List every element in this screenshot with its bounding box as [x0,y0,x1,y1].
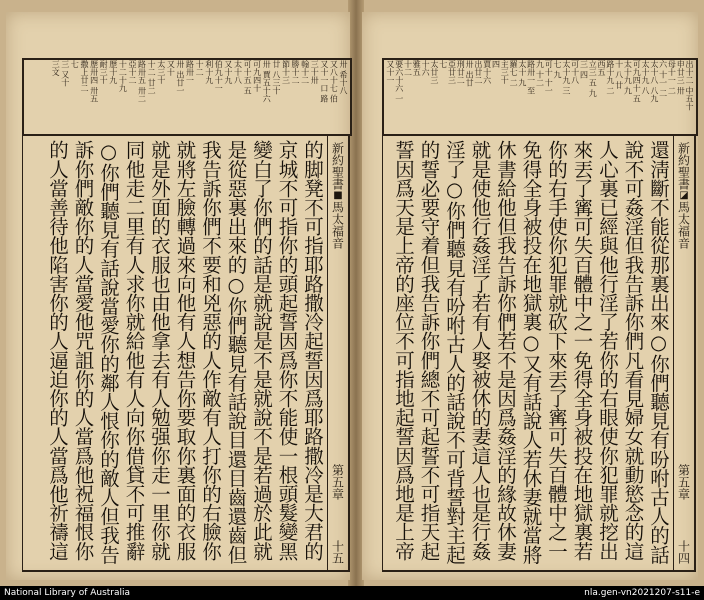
reference-entry: 卅 出廿一 [175,60,185,95]
reference-entry: 可九四十 [252,60,262,92]
section-mark-icon: ■ [332,190,344,201]
reference-entry: 又十一口 路 [319,60,329,103]
right-book-name: 馬太福音 [676,201,691,249]
reference-entry: 九 十二 [535,60,545,87]
reference-entry: 主三十 [500,60,510,84]
reference-entry: 又八十七 伯 [329,60,339,103]
right-main-text [383,136,673,570]
reference-entry: 母十一 二 [667,60,677,95]
reference-entry: 亞廿三 [447,60,457,84]
reference-entry: 可十八 [570,60,580,84]
text-column: 京城不可指你的頭起誓因爲你不能使一根頭髮變黑 [275,140,299,561]
right-running-title: 新約聖書 [676,142,691,190]
reference-entry: 太十九 八 [641,60,651,95]
right-page [362,12,698,580]
reference-entry: 卅 出廿 [465,60,475,87]
text-column: 休書給他但我告訴你們若不是因爲姦淫的緣故休妻 [494,140,517,561]
reference-entry: 十二 [195,60,205,76]
text-column: 同他走二里有人求你就給他有人向你借貸不可推辭 [122,140,146,561]
reference-entry: 刑廿二 [456,60,466,84]
text-column: 的人當善待他陷害你的人逼迫你的人當爲他祈禱這 [46,140,69,561]
reference-entry: 可九四十 五 [632,60,642,103]
reference-entry: 三十卅 [310,60,320,84]
reference-entry: 路卅一 [185,60,195,84]
reference-entry: 出廿二 [474,60,483,84]
text-column: 來丟了寗可失百體中之一免得全身被投在地獄裏若 [570,140,594,561]
reference-entry: 雅五 [412,60,422,76]
text-column: 的脚凳不可指耶路撒冷起誓因爲耶路撒冷是大君的 [301,140,324,561]
text-column: 說不可姦淫但我告訴你們凡看見婦女就動慾念的這 [621,140,645,561]
reference-entry: 四 [491,60,501,68]
footer-bar [0,586,704,600]
reference-entry: 立三 五 九 [588,60,598,98]
reference-entry: 又十九 [223,60,233,84]
reference-entry: 太十八 八九 [650,60,659,103]
right-reference-list [384,60,696,134]
text-column: 的誓必要守着但我告訴你們總不可起誓不可指天起 [417,140,441,561]
text-column: 淫了○你們聽見有吩咐古人的話說不可背誓對主起 [443,140,466,564]
reference-entry: 卅 賈五十六 [262,60,272,103]
right-text-frame [382,134,696,572]
text-column: 我告訴你們不要和兇惡的人作敵有人打你的右臉你 [199,140,222,561]
reference-entry: 三文 [51,60,61,76]
reference-entry: 太十九 三 [562,60,571,95]
footer-identifier: nla.gen-vn2021207-s11-e [584,588,700,598]
reference-entry: 路卅一 至 [526,60,536,95]
reference-entry: 節十三 [281,60,291,84]
footer-source: National Library of Australia [4,588,131,598]
reference-entry: 羅七 二 [509,60,519,87]
reference-entry: 又十一 [386,60,395,84]
left-chapter: 第五章 [330,464,345,500]
text-column: 免得全身被投在地獄裏○又有話說人若休妻就當將 [519,140,543,564]
reference-entry: 太十九 九 [623,60,633,95]
right-page-margin-label [673,136,695,570]
reference-entry: 十 八 廿 [614,60,624,90]
left-reference-box [22,58,352,136]
reference-entry: 十二十九 [118,60,128,92]
reference-entry: 七 九 [553,60,563,79]
reference-entry: 伯九十一 [214,60,224,92]
left-book-name: 馬太福音 [330,201,345,249]
reference-entry: 太廿三 [430,60,439,84]
reference-entry: 要六十六 一 [394,60,404,103]
reference-entry: 七 [438,60,448,68]
text-column: 變白了你們的話是就說是不是就說不是若過於此就 [250,140,273,561]
text-column: 訴你們敵你的人當愛他咒詛你的人當爲他祝福恨你 [71,140,95,561]
reference-entry: 耐三十 [99,60,109,84]
reference-entry: 撒上廿二 [79,60,89,92]
text-column: 是從惡裏出來的○你們聽見有話說目還目齒還齒但 [224,140,248,564]
right-page-number: 十四 [676,540,691,564]
reference-entry: 勝十二 [291,60,301,84]
reference-entry: 太十八 [233,60,243,84]
reference-entry: 翰十二 [300,60,310,84]
reference-entry: 路十九 二 [606,60,615,95]
reference-entry: 太十 九 [518,60,527,87]
reference-entry: 十二 [403,60,413,76]
reference-entry: 十六 [421,60,431,76]
left-reference-list [24,60,350,134]
left-page [6,12,350,580]
reference-entry: 賈十六 [482,60,492,84]
reference-entry: 路卅五 卅二 [137,60,147,103]
reference-entry: 太三十 [156,60,166,84]
text-column: 你的右手使你犯罪就砍下來丟了寗可失百體中之一 [545,140,568,561]
reference-entry: 六 十一 二 [658,60,668,98]
left-page-number: 十五 [330,540,345,564]
reference-entry: 申廿三 卅 [676,60,686,95]
reference-entry: 十二 廿二 [147,60,157,95]
reference-entry: 又十 [166,60,176,76]
reference-entry: 卅 希十八 [339,60,348,95]
text-column: 就是外面的衣服也由他拿去有人勉强你走一里你就 [148,140,171,561]
reference-entry: 出十二 中五十 [685,60,694,111]
reference-entry: 廿 八三十 [271,60,281,95]
reference-entry: 歷卅四 卅五 [89,60,99,103]
reference-entry: 可十 十一 [544,60,554,95]
reference-entry: 三 又十 [60,60,70,87]
reference-entry: 三 四 [579,60,589,79]
right-reference-box [382,58,698,136]
text-column: 誓因爲天是上帝的座位不可指地起誓因爲地是上帝 [392,140,415,561]
left-main-text [23,136,327,570]
text-column: 還淸斷不能從那裏出來○你們聽見有吩咐古人的話 [647,140,670,564]
section-mark-icon: ◪ [678,190,690,201]
text-column: 就將左臉轉過來向他有人想告你要取你裏面的衣服 [173,140,197,561]
left-running-title: 新約聖書 [330,142,345,190]
left-page-margin-label [327,136,349,570]
reference-entry: 歷十九 [108,60,118,84]
reference-entry: 可十五 五 [243,60,253,95]
reference-entry: 利十九 [204,60,214,84]
right-chapter: 第五章 [676,464,691,500]
text-column: ○你們聽見有話說當愛你的鄰人恨你的敵人但我告 [97,140,120,564]
reference-entry: 亞十二 [127,60,137,84]
left-text-frame [22,134,350,572]
text-column: 人心裏已經與他行淫了若你的右眼使你犯罪就挖出 [596,140,619,561]
reference-entry: 七 [70,60,80,68]
text-column: 就是使他行姦淫了若有人娶被休的妻這人也是行姦 [468,140,492,561]
reference-entry: 西五 [597,60,607,76]
